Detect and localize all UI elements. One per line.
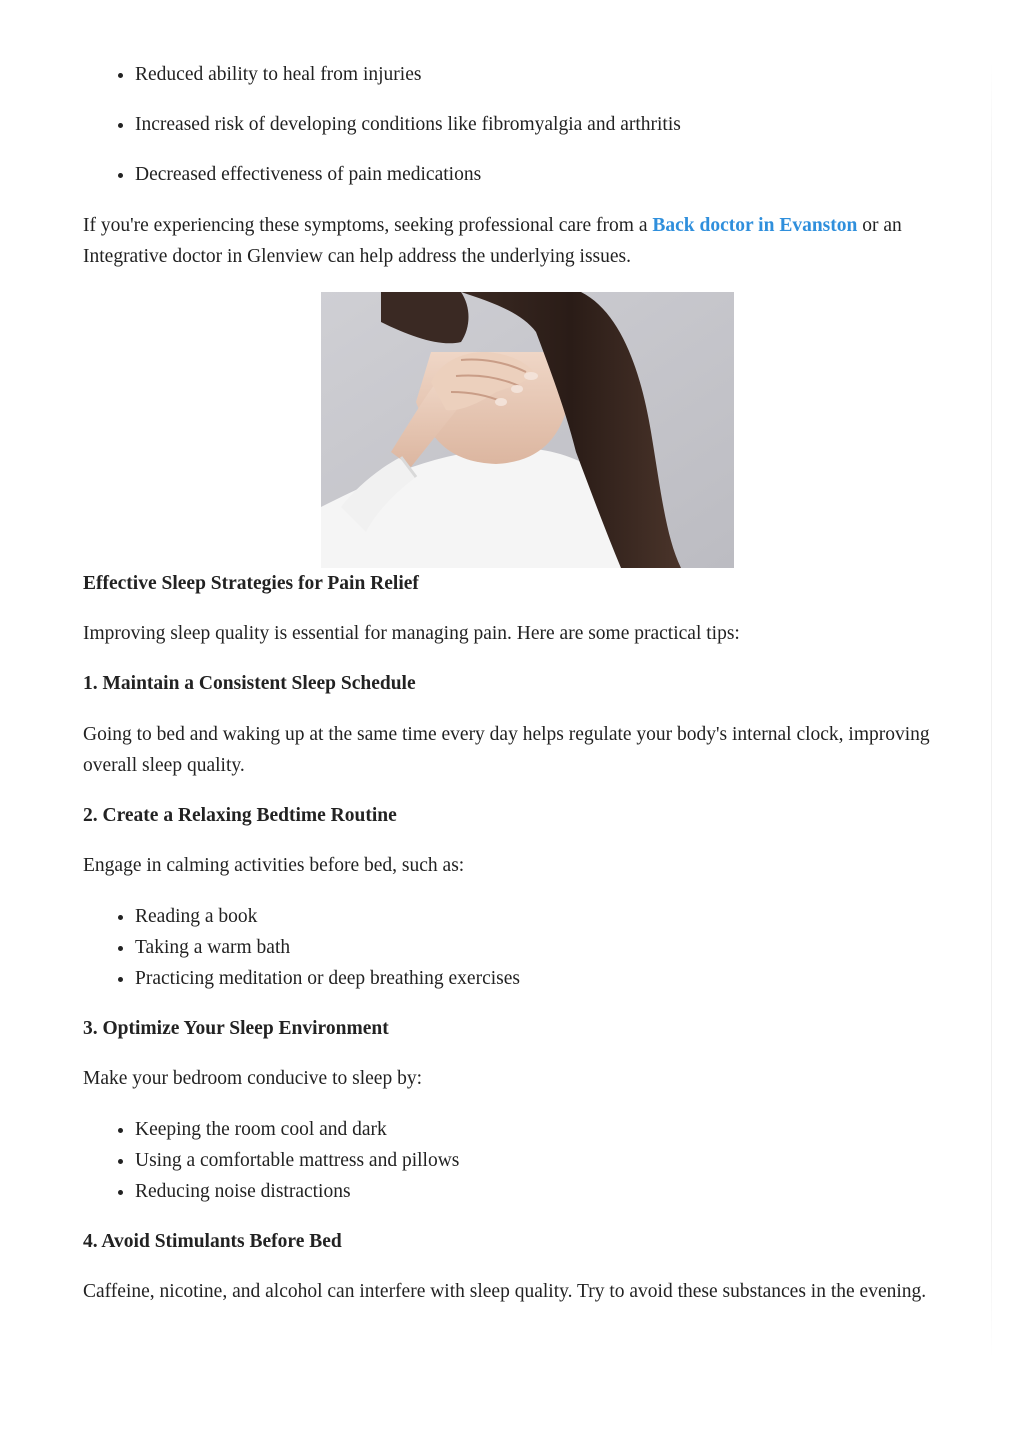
sleep-environment-list	[83, 1114, 1015, 1207]
tip1-text: Going to bed and waking up at the same time every day helps regulate your body's internal clock, improving overall sleep quality.	[83, 724, 930, 776]
list-item: • Taking a warm bath	[135, 932, 1015, 963]
neck-pain-illustration	[321, 292, 734, 568]
list-item: • Using a comfortable mattress and pillows	[135, 1145, 1015, 1176]
symptom-list	[83, 59, 1015, 190]
tip2-text: Engage in calming activities before bed, such as:	[83, 855, 465, 876]
tip2-heading: 2. Create a Relaxing Bedtime Routine	[83, 805, 397, 826]
list-item: • Increased risk of developing conditions like fibromyalgia and arthritis	[135, 109, 1015, 140]
tip1-heading: 1. Maintain a Consistent Sleep Schedule	[83, 673, 416, 694]
list-item: • Reducing noise distractions	[135, 1176, 1015, 1207]
list-item: • Decreased effectiveness of pain medications	[135, 159, 1015, 190]
tip3-text: Make your bedroom conducive to sleep by:	[83, 1068, 422, 1089]
care-paragraph-before: If you're experiencing these symptoms, seeking professional care from a	[83, 215, 653, 236]
list-item: • Reading a book	[135, 901, 1015, 932]
tip4-text: Caffeine, nicotine, and alcohol can interfere with sleep quality. Try to avoid these substances in the evening.	[83, 1281, 927, 1302]
back-doctor-evanston-link[interactable]: Back doctor in Evanston	[652, 215, 858, 236]
care-paragraph-after: or an Integrative doctor in Glenview can help address the underlying issues.	[83, 215, 902, 267]
list-item: • Reduced ability to heal from injuries	[135, 59, 1015, 90]
tip4-heading: 4. Avoid Stimulants Before Bed	[83, 1231, 342, 1252]
care-paragraph	[83, 210, 963, 272]
tip3-heading: 3. Optimize Your Sleep Environment	[83, 1018, 389, 1039]
neck-pain-photo	[321, 292, 734, 568]
intro-paragraph: Improving sleep quality is essential for managing pain. Here are some practical tips:	[83, 623, 740, 644]
bedtime-routine-list	[83, 901, 1015, 994]
section-title: Effective Sleep Strategies for Pain Relief	[83, 573, 419, 594]
list-item: • Practicing meditation or deep breathing exercises	[135, 963, 1015, 994]
list-item: • Keeping the room cool and dark	[135, 1114, 1015, 1145]
